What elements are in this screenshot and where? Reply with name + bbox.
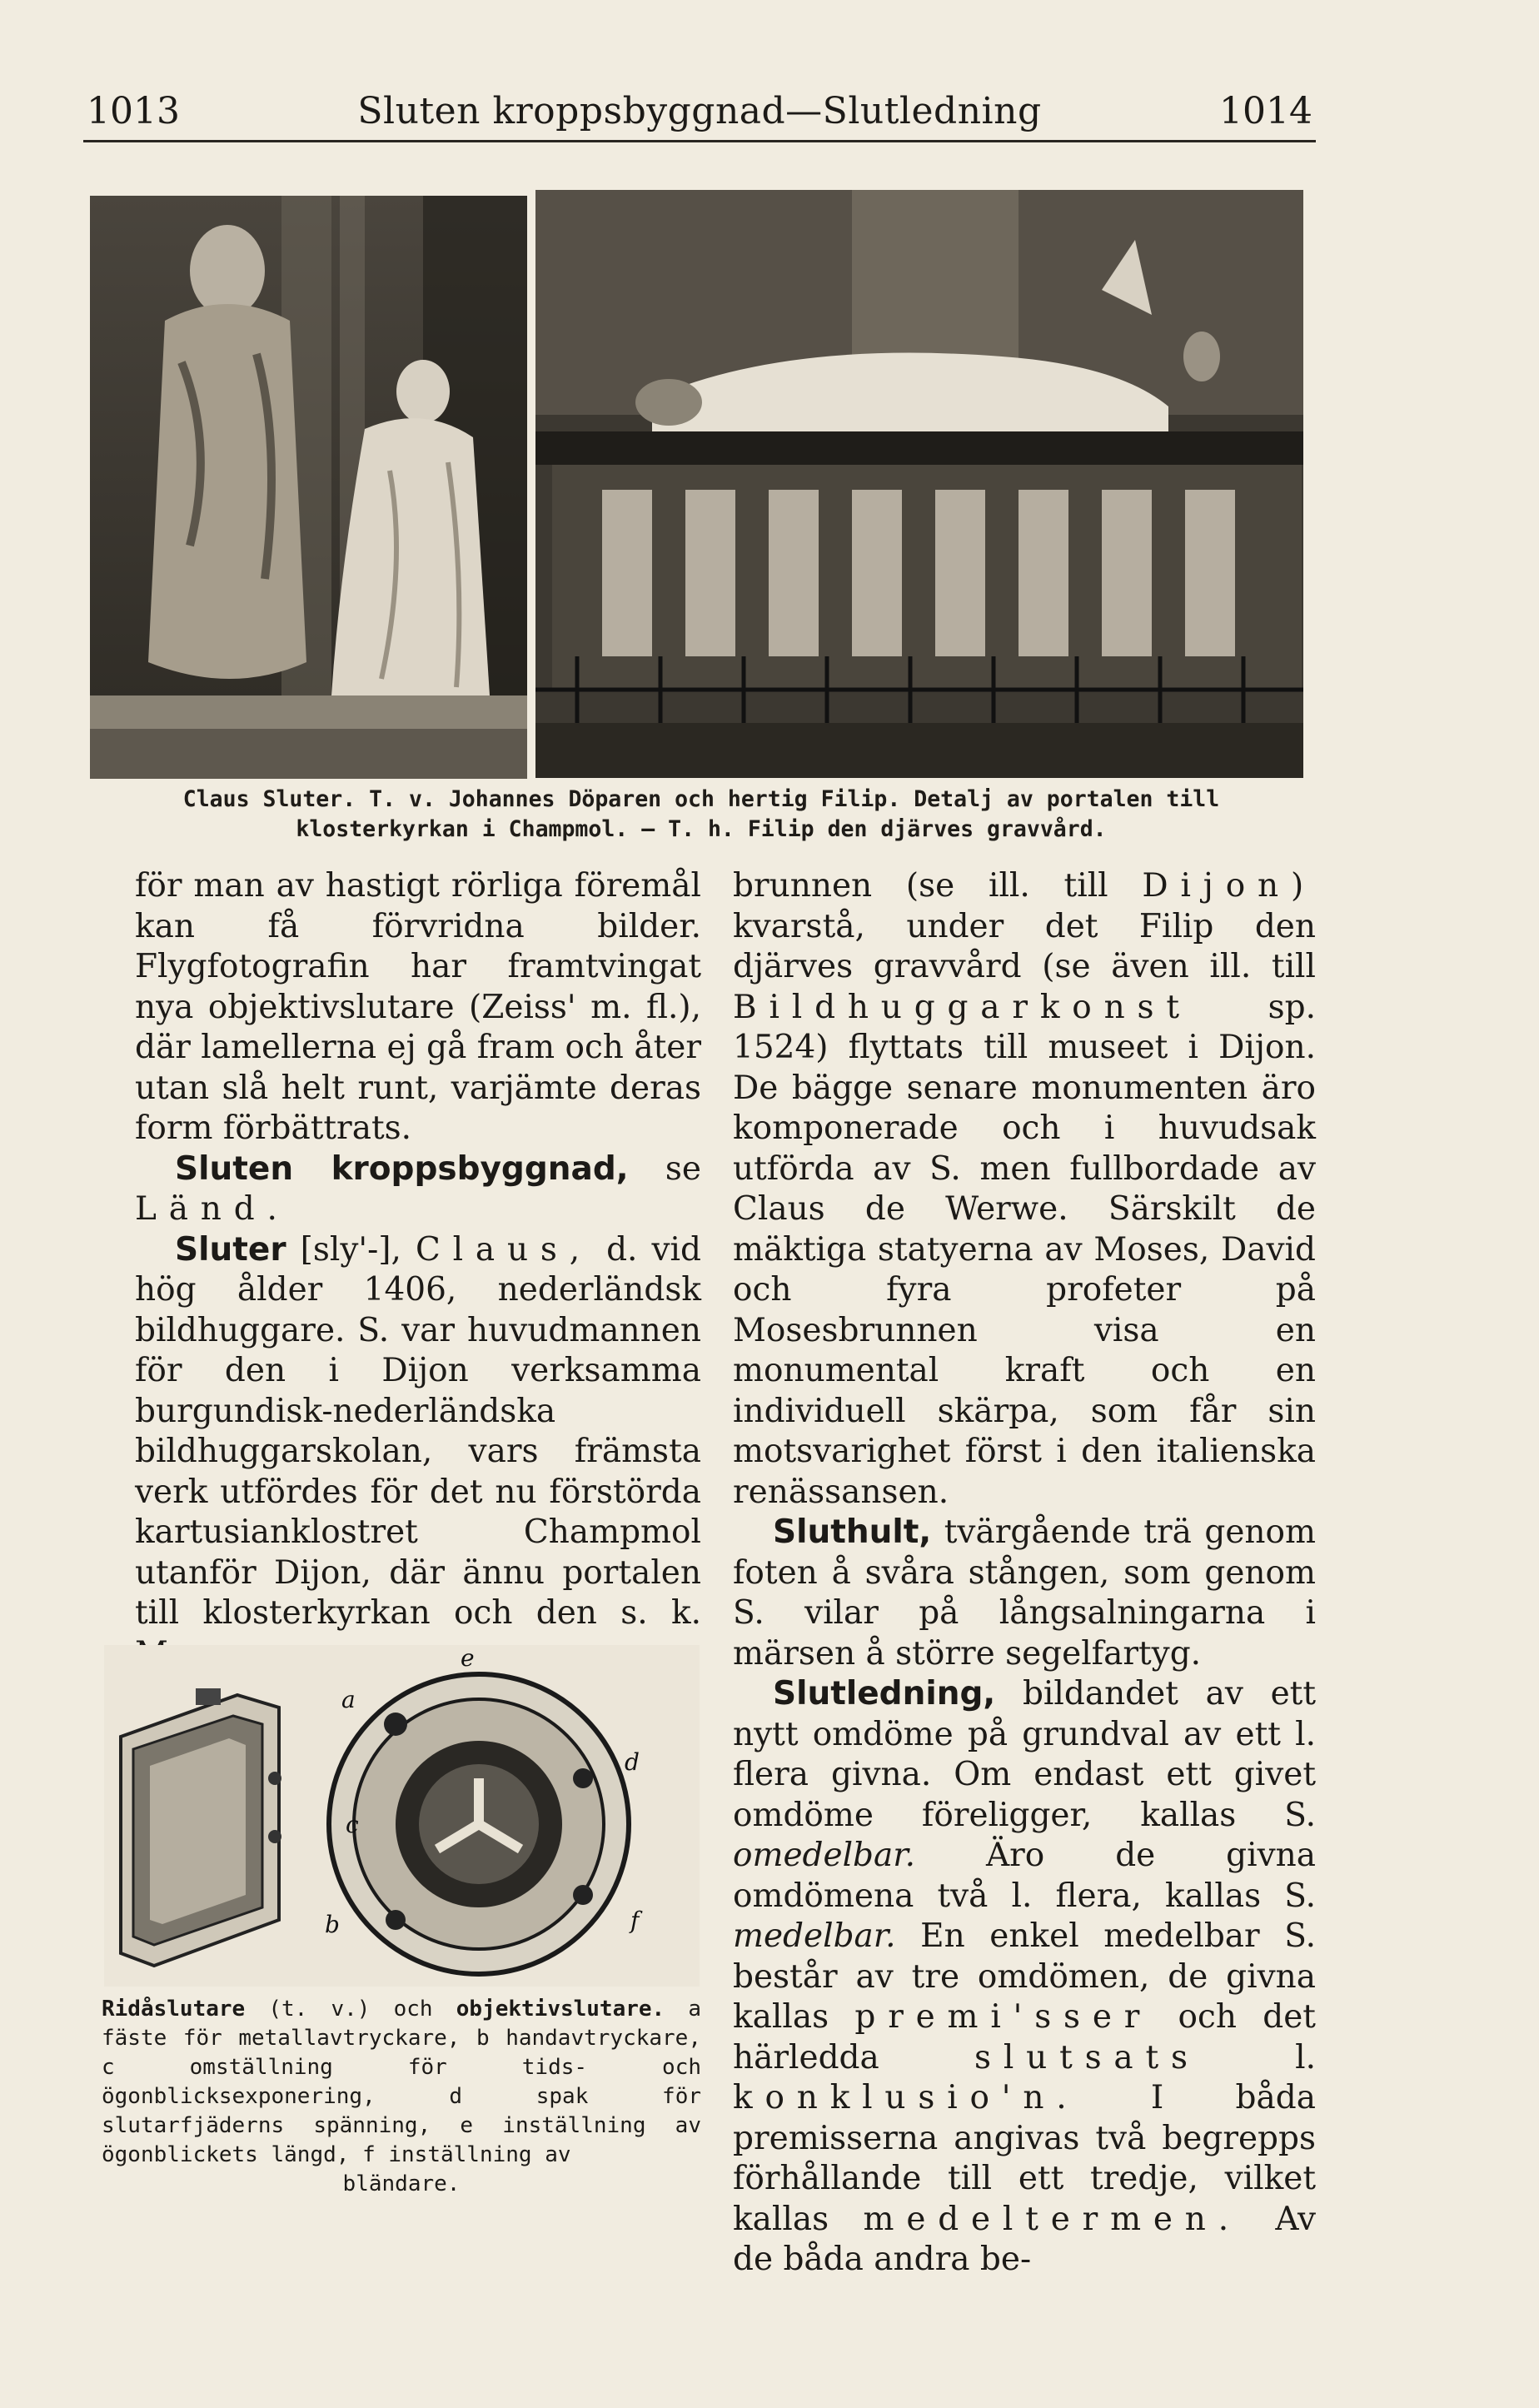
text: och det härledda xyxy=(733,1998,1316,2076)
see-reference: se xyxy=(665,1149,701,1188)
entry-text: tvärgående trä genom foten å svåra stången, som genom S. vilar på långsalningarna i märsen å större segelfartyg. xyxy=(733,1513,1317,1673)
lens-shutter-drawing xyxy=(329,1674,629,1974)
photo-caption xyxy=(93,785,1309,845)
figure-label-c: c xyxy=(346,1811,359,1838)
shutter-illustration xyxy=(104,1645,700,1987)
italic-term: omedelbar. xyxy=(733,1837,916,1874)
left-column xyxy=(135,866,701,1674)
running-title: Sluten kroppsbyggnad—Slutledning xyxy=(357,90,1042,132)
text: Av de båda andra be- xyxy=(733,2200,1316,2278)
cross-reference: Länd. xyxy=(135,1190,290,1228)
spaced-term: slutsats xyxy=(974,2038,1200,2076)
photo-caption-line-2: klosterkyrkan i Champmol. — T. h. Filip den djärves gravvård. xyxy=(296,816,1107,842)
cross-reference: Dijon) xyxy=(1142,867,1316,905)
caption-title-rest: (t. v.) och xyxy=(268,1997,433,2022)
entry-sluten-kroppsbyggnad xyxy=(135,1149,701,1230)
caption-title: Ridåslutare xyxy=(102,1997,246,2022)
given-name: Claus, xyxy=(415,1230,592,1269)
headword: Sluter xyxy=(175,1230,286,1269)
figure-label-a: a xyxy=(341,1686,356,1713)
spaced-term: medeltermen. xyxy=(863,2200,1241,2238)
entry-slutledning xyxy=(733,1674,1316,2281)
page-number-right: 1014 xyxy=(1219,90,1312,132)
focal-plane-shutter-drawing xyxy=(121,1688,281,1966)
entry-sluter xyxy=(135,1230,701,1675)
cross-reference: Bildhuggarkonst xyxy=(733,988,1192,1026)
caption-title-2: objektivslutare. xyxy=(456,1997,665,2022)
spaced-term: premi'sser xyxy=(854,1998,1153,2036)
figure-label-b: b xyxy=(325,1911,340,1938)
entry-sluthult xyxy=(733,1513,1316,1674)
text: sp. 1524) flyttats till museet i Dijon. De bägge senare monumenten äro komponerade och i huvudsak utförda av S. men fullbordade av Claus de Werwe. Särskilt de mäktiga statyerna av Moses, David och fyra profeter på Mosesbrunnen visa en monumental kraft och en individuell skärpa, som får sin motsvarighet först i den italienska renässansen. xyxy=(733,988,1316,1511)
headword: Sluthult, xyxy=(773,1513,932,1551)
text: I båda premisserna angivas två begrepps förhållande till ett tredje, vilket kallas xyxy=(733,2079,1316,2238)
text: brunnen (se ill. till xyxy=(733,867,1108,905)
photo-caption-line-1: Claus Sluter. T. v. Johannes Döparen och hertig Filip. Detalj av portalen till xyxy=(182,786,1220,812)
entry-text: d. vid hög ålder 1406, nederländsk bildhuggare. S. var huvudmannen för den i Dijon verksamma burgundisk-nederländska bildhuggarskolan, vars främsta verk utfördes för det nu förstörda kartusianklostret Champmol utanför Dijon, där ännu portalen till klosterkyrkan och den s. k. xyxy=(135,1230,701,1632)
caption-body: a fäste för metallavtryckare, b handavtryckare, c omställning för tids- och ögonblicksexponering, d spak för slutarfjäderns spänning, e inställning av ögonblickets längd, f inställning av xyxy=(102,1997,702,2167)
text: En enkel medelbar S. består av tre omdömen, de givna kallas xyxy=(733,1917,1316,2036)
paragraph-continuation-right xyxy=(733,866,1316,1513)
headword: Slutledning, xyxy=(773,1675,996,1713)
figure-label-e: e xyxy=(461,1645,475,1672)
figure-label-f: f xyxy=(630,1907,640,1934)
shutter-caption xyxy=(102,1995,701,2199)
spaced-term: konklusio'n. xyxy=(733,2079,1079,2116)
text: Äro de givna omdömena två l. flera, kallas S. xyxy=(733,1837,1317,1915)
italic-term: medelbar. xyxy=(733,1917,896,1955)
caption-end: bländare. xyxy=(342,2171,461,2196)
headword: Sluten kroppsbyggnad, xyxy=(175,1149,629,1188)
pronunciation: [sly'-], xyxy=(300,1230,401,1269)
statues-photograph xyxy=(90,196,527,779)
paragraph-continuation: för man av hastigt rörliga föremål kan få förvridna bilder. Flygfotografin har framtvingat nya objektivslutare (Zeiss' m. fl.), där lamellerna ej gå fram och åter utan slå helt runt, varjämte deras form förbättrats. xyxy=(135,867,701,1147)
tomb-photograph xyxy=(535,190,1303,778)
page-header xyxy=(83,90,1316,142)
figure-label-d: d xyxy=(625,1748,640,1776)
page-number-left: 1013 xyxy=(87,90,180,132)
text: l. xyxy=(1295,2038,1316,2076)
text: bildandet av ett nytt omdöme på grundval av ett l. flera givna. Om endast ett givet omdöme föreligger, kallas S. xyxy=(733,1675,1316,1834)
right-column xyxy=(733,866,1316,2281)
text: kvarstå, under det Filip den djärves gravvård (se även ill. till xyxy=(733,907,1316,985)
